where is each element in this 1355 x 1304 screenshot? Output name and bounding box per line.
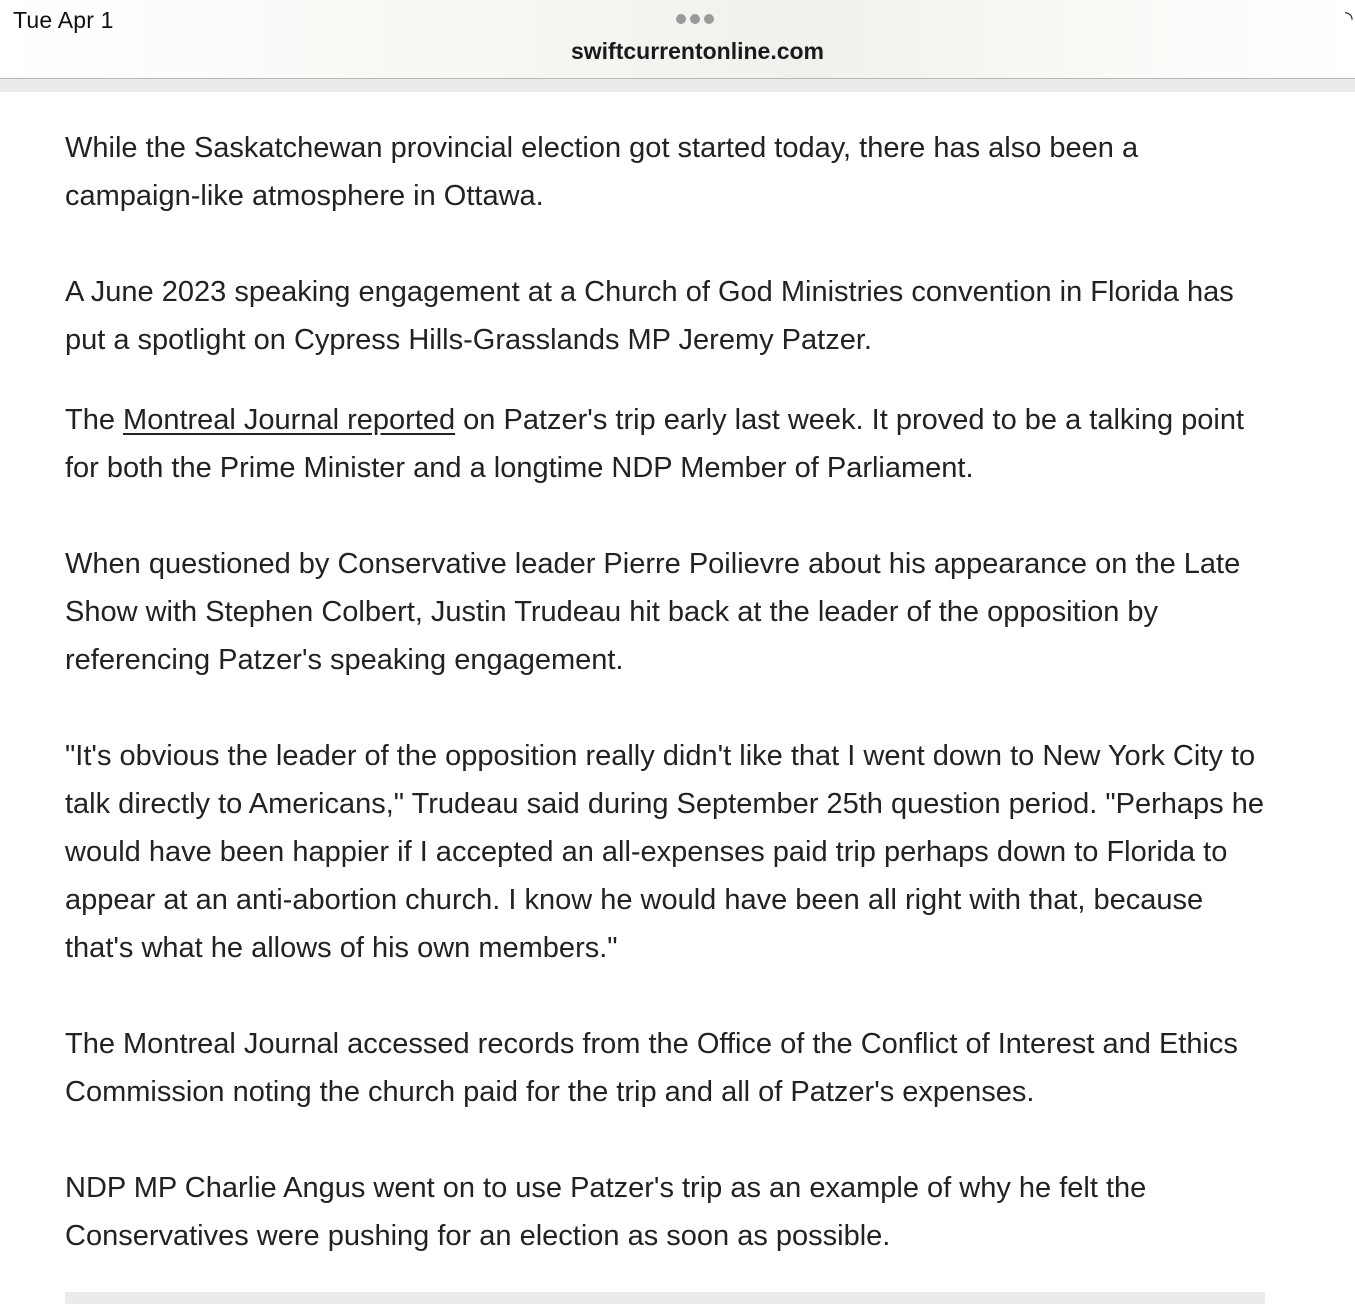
browser-top-bar [0,0,1355,79]
paragraph-4: When questioned by Conservative leader Pierre Poilievre about his appearance on the Late Show with Stephen Colbert, Justin Trudeau hit back at the leader of the opposition by referencing Patzer's speaking engagement. [65,548,1241,676]
dot [704,14,714,24]
url-display[interactable]: swiftcurrentonline.com [570,38,825,64]
paragraph-3-rest: on Patzer's trip early last week. It proved to be a talking point for both the Prime Minister and a longtime NDP Member of Parliament. [65,404,1245,484]
paragraph-2: A June 2023 speaking engagement at a Church of God Ministries convention in Florida has put a spotlight on Cypress Hills-Grasslands MP Jeremy Patzer. [65,276,1234,356]
bottom-divider [65,1292,1265,1304]
page-top-divider [0,79,1355,92]
paragraph-7: NDP MP Charlie Angus went on to use Patzer's trip as an example of why he felt the Conservatives were pushing for an election as soon as possible. [65,1172,1147,1252]
paragraph-5: "It's obvious the leader of the opposition really didn't like that I went down to New York City to talk directly to Americans," Trudeau said during September 25th question period. "Perhaps he would have been happier if I accepted an all-expenses paid trip perhaps down to Florida to appear at an anti-abortion church. I know he would have been all right with that, because that's what he allows of his own members." [65,740,1264,964]
montreal-journal-link[interactable]: Montreal Journal reported [123,404,456,436]
paragraph-6: The Montreal Journal accessed records from the Office of the Conflict of Interest and Ethics Commission noting the church paid for the trip and all of Patzer's expenses. [65,1028,1238,1108]
more-options-icon[interactable] [676,14,714,24]
paragraph-3 [65,396,1265,492]
dot [676,14,686,24]
wifi-icon: ◝ [1345,8,1353,26]
paragraph-1: While the Saskatchewan provincial election got started today, there has also been a campaign-like atmosphere in Ottawa. [65,132,1139,212]
status-time: Tue Apr 1 [13,7,114,33]
article-body [65,124,1265,1260]
dot [690,14,700,24]
paragraph-3-lead: The [65,404,124,436]
